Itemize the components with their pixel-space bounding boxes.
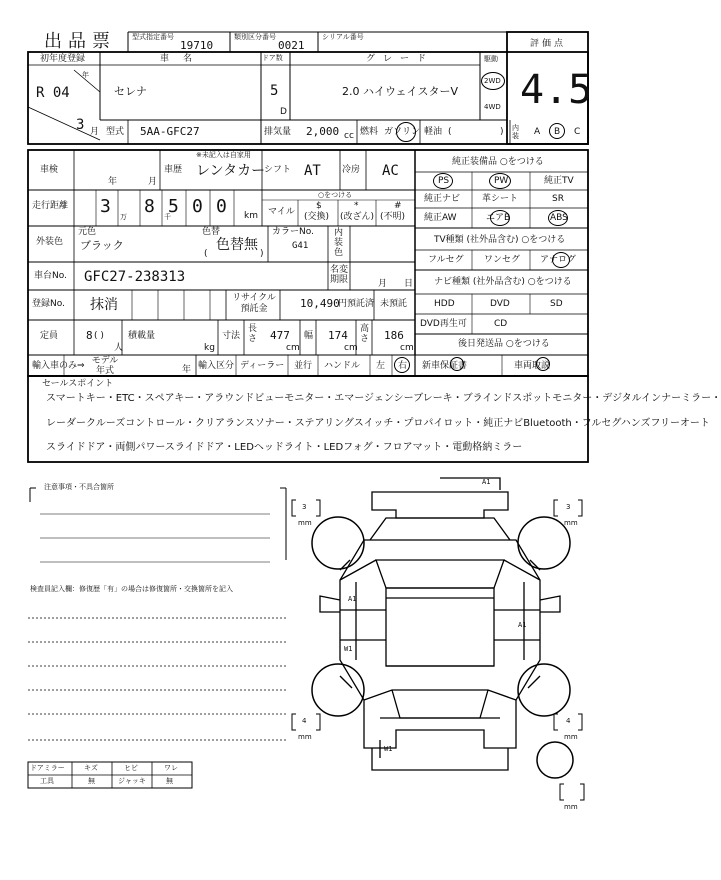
model-label: 型式 <box>106 127 125 137</box>
history-note: ※未記入は自家用 <box>196 151 251 159</box>
equip-ps-circle <box>433 173 453 189</box>
length-label: 長さ <box>248 324 258 344</box>
shift-label: シフト <box>264 165 292 175</box>
recycle-value: 10,490 <box>300 297 340 310</box>
reg-no-value: 抹消 <box>90 297 118 313</box>
tv-analog: アナログ <box>540 255 577 265</box>
navi-dvd: DVD <box>490 299 510 309</box>
equip-leather: 革シート <box>482 194 519 204</box>
name-change-month: 月 <box>378 279 388 289</box>
navi-hdd: HDD <box>434 299 455 309</box>
tv-fullseg: フルセグ <box>428 255 464 265</box>
width-label: 幅 <box>304 331 314 341</box>
unit-man: 万 <box>120 213 127 221</box>
handle-right: 右 <box>398 361 408 371</box>
serial-label: シリアル番号 <box>322 33 364 41</box>
model-year-unit: 年 <box>182 365 192 375</box>
later-title: 後日発送品 ○をつける <box>458 339 550 349</box>
inspection-label: 車検 <box>40 165 59 175</box>
chassis-value: GFC27-238313 <box>84 269 186 285</box>
interior-b: B <box>554 127 561 137</box>
recycle-unpaid: 未預託 <box>380 299 408 309</box>
name-change-day: 日 <box>404 279 414 289</box>
acc-crack: ヒビ <box>124 764 138 772</box>
width-cm: cm <box>344 343 358 353</box>
mm-rear-left: mm <box>298 733 312 741</box>
unit-sen: 千 <box>164 213 171 221</box>
mileage-circle-note: ○をつける <box>318 191 353 199</box>
later-warranty: 新車保証書 <box>422 361 468 371</box>
ext-color-label: 外装色 <box>36 237 64 247</box>
equip-airbag-circle <box>490 210 510 226</box>
tread-front-left: 3 <box>302 503 307 511</box>
capacity-value: 8 <box>86 329 93 342</box>
tv-oneseg: ワンセグ <box>484 255 521 265</box>
inspection-month-unit: 月 <box>148 177 158 187</box>
damage-mark-front: A1 <box>482 478 491 486</box>
shift-value: AT <box>304 163 321 179</box>
displacement-label: 排気量 <box>264 127 292 137</box>
sales-points-line-2: レーダークルーズコントロール・クリアランスソナー・ステアリングスイッチ・プロパイロット・純正ナビBluetooth・フルセグハンズフリーオート <box>46 418 710 429</box>
capacity-paren: ( ) <box>94 331 104 341</box>
equipment-title: 純正装備品 ○をつける <box>452 157 544 167</box>
mileage-digit-1: 3 <box>100 196 111 217</box>
inspection-year-unit: 年 <box>108 177 118 187</box>
fuel-label: 燃料 <box>360 127 379 137</box>
acc-break: ワレ <box>164 764 178 772</box>
import-type-label: 輸入区分 <box>198 361 235 371</box>
form-title: 出品票 <box>44 31 116 52</box>
grade-label: グレード <box>366 54 435 64</box>
exchange-mark: $ <box>316 201 322 211</box>
sales-points-line-3: スライドドア・両側パワースライドドア・LEDヘッドライト・LEDフォグ・フロアマット・電動格納ミラー <box>46 442 523 453</box>
mm-rear-right: mm <box>564 733 578 741</box>
damage-mark-right: A1 <box>518 621 527 629</box>
model-designation-value: 19710 <box>180 39 214 52</box>
fuel-gasoline-circle <box>396 122 416 142</box>
history-value: レンタカー <box>196 163 266 179</box>
import-label: 輸入車のみ⇒ <box>32 361 85 371</box>
navi-type-title: ナビ種類 (社外品含む) ○をつける <box>434 277 572 287</box>
equip-sr: SR <box>552 194 564 204</box>
height-cm: cm <box>400 343 414 353</box>
tamper-mark: * <box>354 201 359 211</box>
first-registration-month: 3 <box>76 117 85 133</box>
tread-front-right: 3 <box>566 503 571 511</box>
grade-value: 2.0 ハイウェイスターV <box>342 85 458 98</box>
equip-navi: 純正ナビ <box>424 194 461 204</box>
car-name-label: 車名 <box>160 54 207 64</box>
int-color-label: 内装色 <box>334 228 344 258</box>
orig-color-label: 元色 <box>78 227 97 237</box>
dims-label: 寸法 <box>222 331 241 341</box>
interior-label: 内装 <box>512 124 519 140</box>
acc-tools-value: 無 <box>88 777 95 785</box>
first-registration-label: 初年度登録 <box>40 54 86 64</box>
recycle-label: リサイクル預託金 <box>232 293 276 314</box>
model-year-label: モデル年式 <box>91 356 119 376</box>
color-change-label: 色替 <box>202 227 221 237</box>
car-name-value: セレナ <box>114 85 147 98</box>
orig-color-value: ブラック <box>80 239 124 252</box>
tread-rear-right: 4 <box>566 717 571 725</box>
fuel-paren-close: ) <box>500 127 504 137</box>
unknown-mark: # <box>394 201 402 211</box>
sales-points-line-1: スマートキー・ETC・スペアキー・アラウンドビューモニター・エマージェンシーブレーキ・ブラインドスポットモニター・デジタルインナーミラー・ <box>46 393 721 404</box>
later-manual-circle <box>536 357 550 371</box>
load-label: 積載量 <box>128 331 156 341</box>
reg-no-label: 登録No. <box>32 299 65 309</box>
mileage-digit-5: 0 <box>216 196 227 217</box>
km-unit: km <box>244 211 258 221</box>
color-paren-open: ( <box>204 249 208 259</box>
person-unit: 人 <box>114 343 124 353</box>
damage-mark-left: A1 <box>348 595 357 603</box>
handle-left: 左 <box>376 361 386 371</box>
interior-a: A <box>534 127 541 137</box>
handle-right-circle <box>394 357 410 373</box>
inspector-label: 検査員記入欄：修復歴「有」の場合は修復箇所・交換箇所を記入 <box>30 585 233 593</box>
recycle-status: 円預託済 <box>338 299 375 309</box>
parallel-option: 並行 <box>294 361 313 371</box>
color-paren-close: ) <box>260 249 264 259</box>
equip-airbag: エアB <box>486 213 511 223</box>
equip-aw: 純正AW <box>424 213 457 223</box>
equip-pw-circle <box>489 173 511 189</box>
acc-scratch: キズ <box>84 764 98 772</box>
doors-label: ドア数 <box>262 54 283 62</box>
grade-score-value: 4.5 <box>520 67 593 113</box>
equip-abs-circle <box>548 210 568 226</box>
doors-value: 5 <box>270 83 279 99</box>
notes-label: 注意事項・不具合箇所 <box>44 483 114 491</box>
mileage-digit-4: 0 <box>192 196 203 217</box>
grade-score-label: 評価点 <box>530 39 567 49</box>
fuel-diesel: 軽油 <box>424 127 443 137</box>
history-label: 車歴 <box>164 165 183 175</box>
acc-door-mirror: ドアミラー <box>30 764 65 772</box>
acc-tools: 工具 <box>40 777 54 785</box>
mileage-label: 走行距離 <box>32 201 69 211</box>
tamper-option: (改ざん) <box>340 212 375 222</box>
displacement-value: 2,000 <box>306 125 340 138</box>
drive-2wd-circle <box>481 72 505 90</box>
equip-abs: ABS <box>550 213 568 223</box>
model-value: 5AA-GFC27 <box>140 125 200 138</box>
navi-cd: CD <box>494 319 508 329</box>
height-label: 高さ <box>360 324 370 344</box>
drive-label: 駆動 <box>484 55 498 63</box>
first-registration-year: R 04 <box>36 85 70 101</box>
mm-front-left: mm <box>298 519 312 527</box>
month-unit: 月 <box>90 127 100 137</box>
interior-c: C <box>574 127 581 137</box>
dealer-option: ディーラー <box>240 361 285 371</box>
unknown-option: (不明) <box>380 212 406 222</box>
mile-option: マイル <box>268 207 295 217</box>
fuel-paren-open: ( <box>448 127 452 137</box>
category-value: 0021 <box>278 39 305 52</box>
ac-label: 冷房 <box>342 165 361 175</box>
exchange-option: (交換) <box>304 212 330 222</box>
equip-tv: 純正TV <box>544 176 574 186</box>
acc-jack-value: 無 <box>166 777 173 785</box>
kg-unit: kg <box>204 343 215 353</box>
sales-points-label: セールスポイント <box>42 379 114 389</box>
capacity-label: 定員 <box>40 331 59 341</box>
color-no-label: カラーNo. <box>272 227 314 237</box>
drive-2wd: 2WD <box>484 77 501 85</box>
cc-unit: cc <box>344 131 354 141</box>
tread-rear-left: 4 <box>302 717 307 725</box>
category-label: 類別区分番号 <box>234 33 276 41</box>
navi-sd: SD <box>550 299 563 309</box>
mileage-digit-2: 8 <box>144 196 155 217</box>
damage-mark-w-rear: W1 <box>384 745 393 753</box>
equip-pw: PW <box>494 176 509 186</box>
model-designation-label: 型式指定番号 <box>132 33 174 41</box>
length-cm: cm <box>286 343 300 353</box>
color-change-value: 色替無 <box>216 237 258 253</box>
fuel-gasoline: ガソリン <box>384 127 421 137</box>
color-no-value: G41 <box>292 241 309 251</box>
width-value: 174 <box>328 329 348 342</box>
mileage-digit-3: 5 <box>168 196 179 217</box>
equip-ps: PS <box>438 176 450 186</box>
interior-b-circle <box>549 123 565 139</box>
length-value: 477 <box>270 329 290 342</box>
mm-front-right: mm <box>564 519 578 527</box>
later-warranty-circle <box>450 357 464 371</box>
handle-label: ハンドル <box>324 361 361 371</box>
damage-mark-w-left: W1 <box>344 645 353 653</box>
navi-dvd-play: DVD再生可 <box>420 319 467 329</box>
chassis-label: 車台No. <box>34 271 67 281</box>
later-manual: 車両取説 <box>514 361 551 371</box>
mm-spare: mm <box>564 803 578 811</box>
name-change-label: 名変期限 <box>330 265 349 285</box>
ac-value: AC <box>382 163 399 179</box>
height-value: 186 <box>384 329 404 342</box>
door-type: D <box>280 107 287 117</box>
acc-jack: ジャッキ <box>118 777 146 785</box>
drive-4wd: 4WD <box>484 103 501 111</box>
tv-type-title: TV種類 (社外品含む) ○をつける <box>434 235 566 245</box>
tv-analog-circle <box>552 252 570 268</box>
year-unit: 年 <box>82 71 89 79</box>
